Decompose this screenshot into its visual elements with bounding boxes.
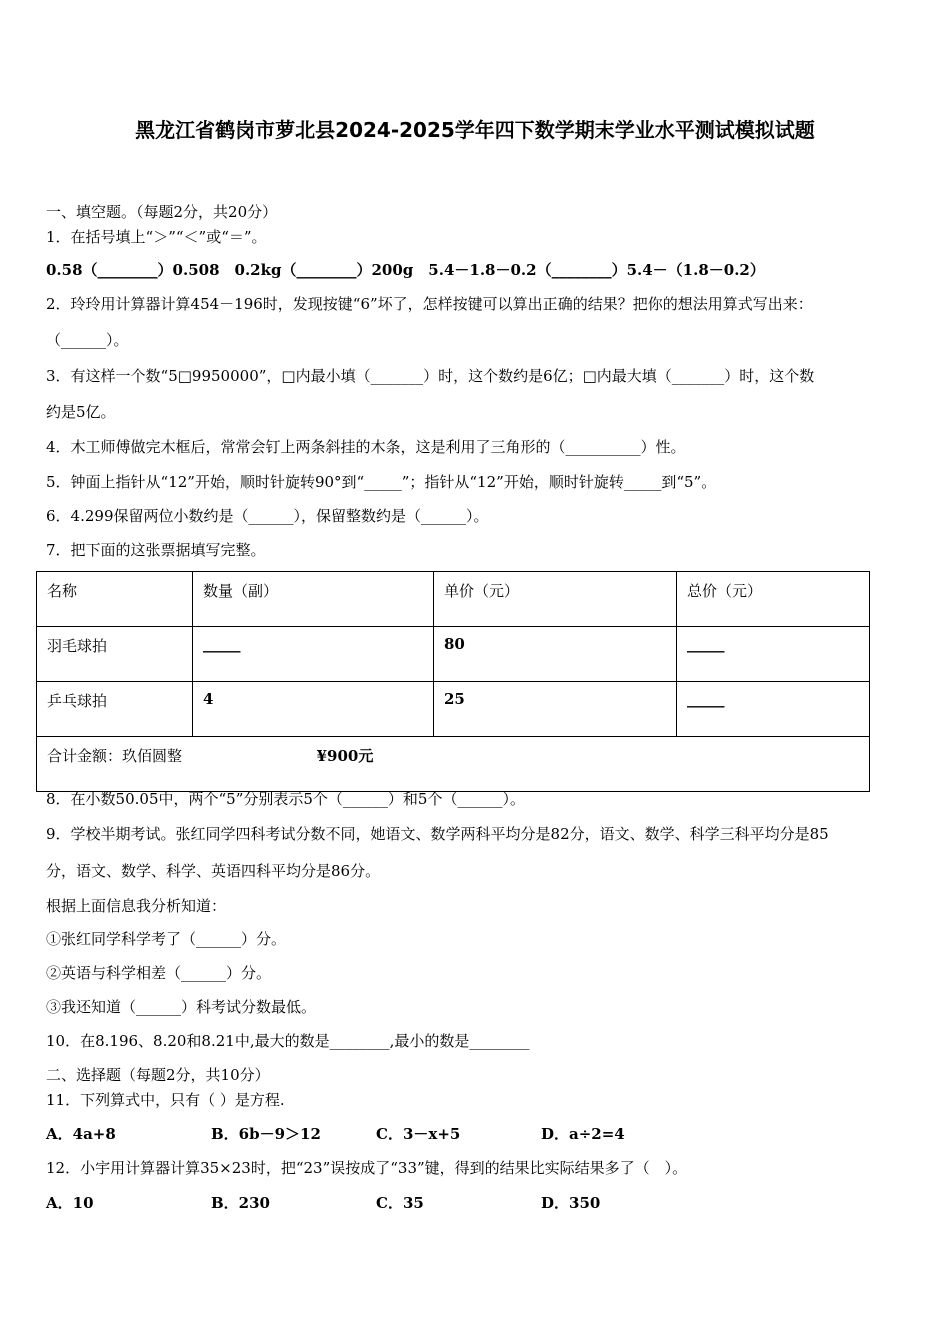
option-b: B．6b－9＞12 bbox=[211, 1125, 321, 1143]
table-row bbox=[37, 682, 870, 737]
question-9-sub-1: ①张红同学科学考了（______）分。 bbox=[46, 930, 287, 948]
question-9-sub-2: ②英语与科学相差（______）分。 bbox=[46, 964, 272, 982]
cell: 羽毛球拍 bbox=[37, 627, 193, 682]
section-heading-fill-blank: 一、填空题。（每题2分，共20分） bbox=[46, 203, 278, 221]
option-c: C．35 bbox=[376, 1194, 424, 1212]
question-12: 12．小宇用计算器计算35×23时，把“23”误按成了“33”键，得到的结果比实际结果多了（ ）。 bbox=[46, 1159, 688, 1177]
option-a: A．4a+8 bbox=[46, 1125, 116, 1143]
cell: _____ bbox=[193, 627, 434, 682]
total-label: 合计金额：玖佰圆整 bbox=[47, 747, 183, 765]
receipt-table bbox=[36, 571, 870, 792]
cell: 4 bbox=[193, 682, 434, 737]
question-11: 11．下列算式中，只有（ ）是方程. bbox=[46, 1091, 285, 1109]
cell: _____ bbox=[677, 627, 870, 682]
question-5: 5．钟面上指针从“12”开始，顺时针旋转90°到“_____”；指针从“12”开始，顺时针旋转_____到“5”。 bbox=[46, 473, 717, 491]
question-9: 9．学校半期考试。张红同学四科考试分数不同，她语文、数学两科平均分是82分，语文、数学、科学三科平均分是85 bbox=[46, 825, 829, 843]
header-quantity: 数量（副） bbox=[193, 572, 434, 627]
page-title: 黑龙江省鹤岗市萝北县2024-2025学年四下数学期末学业水平测试模拟试题 bbox=[135, 118, 815, 142]
header-name: 名称 bbox=[37, 572, 193, 627]
question-10: 10．在8.196、8.20和8.21中,最大的数是________,最小的数是________ bbox=[46, 1032, 530, 1050]
question-4: 4．木工师傅做完木框后，常常会钉上两条斜挂的木条，这是利用了三角形的（__________）性。 bbox=[46, 438, 686, 456]
option-b: B．230 bbox=[211, 1194, 270, 1212]
question-9-sub-3: ③我还知道（______）科考试分数最低。 bbox=[46, 998, 317, 1016]
total-value: ¥900元 bbox=[316, 747, 374, 765]
section-heading-choice: 二、选择题（每题2分，共10分） bbox=[46, 1066, 270, 1084]
option-d: D．a÷2=4 bbox=[541, 1125, 625, 1143]
cell: 80 bbox=[434, 627, 677, 682]
question-7: 7．把下面的这张票据填写完整。 bbox=[46, 541, 266, 559]
question-9-cont: 分，语文、数学、科学、英语四科平均分是86分。 bbox=[46, 862, 381, 880]
question-1: 1．在括号填上“＞”“＜”或“＝”。 bbox=[46, 228, 267, 246]
question-8: 8．在小数50.05中，两个“5”分别表示5个（______）和5个（______）。 bbox=[46, 790, 525, 808]
header-unit-price: 单价（元） bbox=[434, 572, 677, 627]
header-total: 总价（元） bbox=[677, 572, 870, 627]
question-12-options bbox=[46, 1193, 706, 1213]
question-9-analysis: 根据上面信息我分析知道： bbox=[46, 897, 227, 915]
table-header-row bbox=[37, 572, 870, 627]
question-6: 6．4.299保留两位小数约是（______），保留整数约是（______）。 bbox=[46, 507, 489, 525]
question-2: 2．玲玲用计算器计算454－196时，发现按键“6”坏了，怎样按键可以算出正确的结果？把你的想法用算式写出来： bbox=[46, 295, 813, 313]
cell: 乒乓球拍 bbox=[37, 682, 193, 737]
question-11-options bbox=[46, 1124, 706, 1144]
cell: _____ bbox=[677, 682, 870, 737]
option-a: A．10 bbox=[46, 1194, 94, 1212]
question-3-cont: 约是5亿。 bbox=[46, 403, 116, 421]
table-total-row bbox=[37, 737, 870, 792]
option-c: C．3－x+5 bbox=[376, 1125, 461, 1143]
question-2-answer: （______）。 bbox=[46, 331, 129, 349]
table-row bbox=[37, 627, 870, 682]
question-1-items: 0.58（________）0.508 0.2kg（________）200g 5.4－1.8－0.2（________）5.4－（1.8－0.2） bbox=[46, 261, 765, 279]
question-3: 3．有这样一个数“5□9950000”，□内最小填（_______）时，这个数约是6亿；□内最大填（_______）时，这个数 bbox=[46, 367, 815, 385]
cell: 25 bbox=[434, 682, 677, 737]
option-d: D．350 bbox=[541, 1194, 601, 1212]
